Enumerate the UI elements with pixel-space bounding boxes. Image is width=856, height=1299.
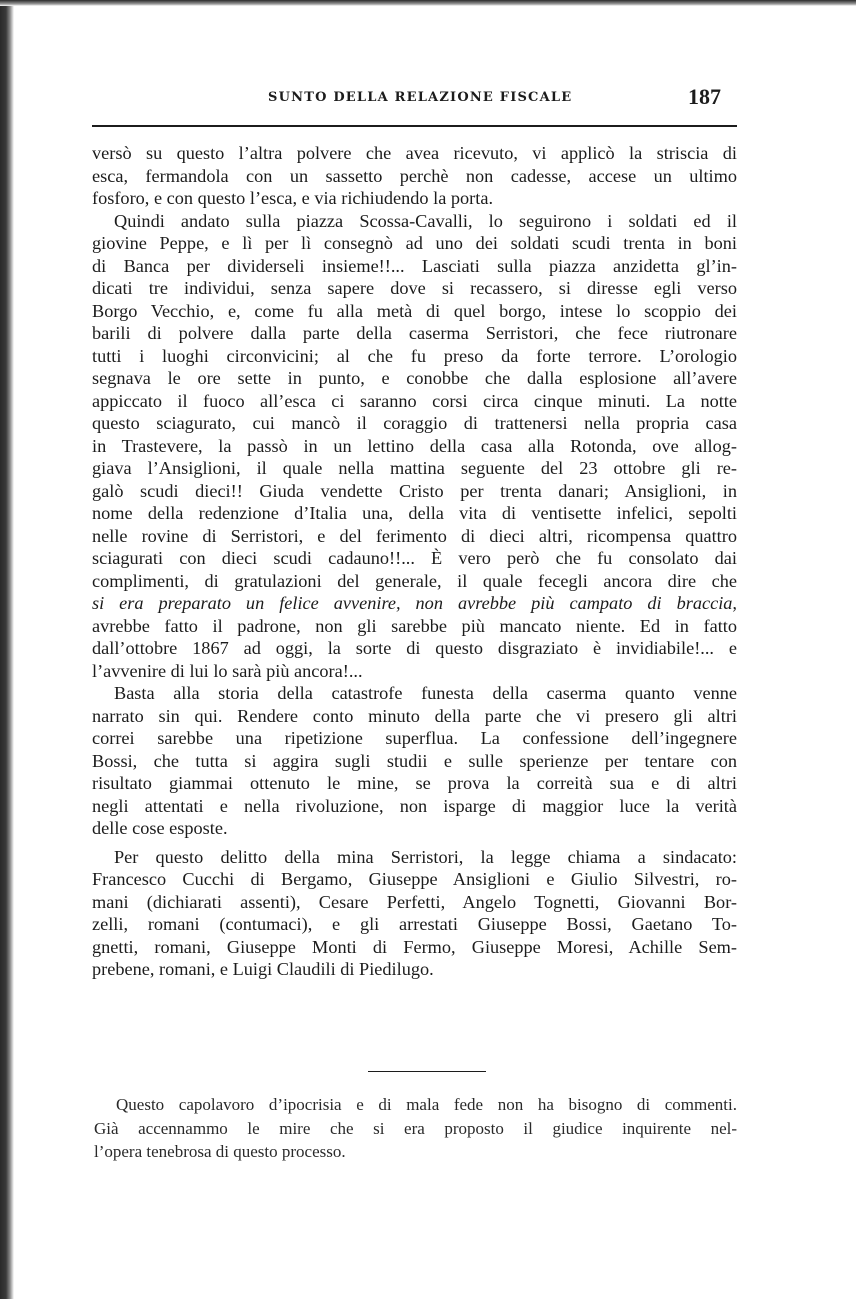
text-line: fosforo, e con questo l’esca, e via richiudendo la porta. bbox=[92, 188, 494, 208]
page-top-edge bbox=[0, 0, 856, 6]
text-line: gnetti, romani, Giuseppe Monti di Fermo, Giuseppe Moresi, Achille Sem- bbox=[92, 936, 737, 957]
text-line: tutti i luoghi circonvicini; al che fu preso da forte terrore. L’orologio bbox=[92, 345, 737, 366]
text-line: negli attentati e nella rivoluzione, non isparge di maggior luce la verità bbox=[92, 795, 737, 816]
text-line: nelle rovine di Serristori, e del ferimento di dieci altri, ricompensa quattro bbox=[92, 525, 737, 546]
text-line: zelli, romani (contumaci), e gli arrestati Giuseppe Bossi, Gaetano To- bbox=[92, 914, 737, 934]
page-header bbox=[92, 84, 737, 118]
text-line: segnava le ore sette in punto, e conobbe che dalla esplosione all’avere bbox=[92, 368, 737, 388]
text-line: barili di polvere dalla parte della caserma Serristori, che fece riutronare bbox=[92, 323, 737, 343]
text-line: di Banca per dividerseli insieme!!... Lasciati sulla piazza anzidetta gl’in- bbox=[92, 255, 737, 276]
text-line: Per questo delitto della mina Serristori, la legge chiama a sindacato: bbox=[114, 846, 737, 867]
paragraph-3 bbox=[92, 682, 737, 840]
text-line: galò scudi dieci!! Giuda vendette Cristo per trenta danari; Ansiglioni, in bbox=[92, 480, 737, 501]
text-line: dicati tre individui, senza sapere dove si recassero, si diresse egli verso bbox=[92, 278, 737, 298]
text-line: si era preparato un felice avvenire, non avrebbe più campato di braccia, bbox=[92, 593, 737, 613]
header-rule bbox=[92, 125, 737, 127]
text-line: avrebbe fatto il padrone, non gli sarebbe più mancato niente. Ed in fatto bbox=[92, 615, 737, 636]
page-number: 187 bbox=[688, 84, 721, 109]
paragraph-4 bbox=[92, 846, 737, 981]
text-line: narrato sin qui. Rendere conto minuto della parte che vi presero gli altri bbox=[92, 705, 737, 726]
text-line: nome della redenzione d’Italia una, della vita di ventisette infelici, sepolti bbox=[92, 503, 737, 523]
text-line: risultato giammai ottenuto le mine, se prova la correità sua e di altri bbox=[92, 773, 737, 793]
text-line: dall’ottobre 1867 ad oggi, la sorte di questo disgraziato è invidiabile!... e bbox=[92, 638, 737, 658]
text-line: l’avvenire di lui lo sarà più ancora!... bbox=[92, 660, 363, 681]
text-line: prebene, romani, e Luigi Claudili di Piedilugo. bbox=[92, 959, 434, 979]
page-binding-edge bbox=[0, 0, 14, 1299]
text-line: correi sarebbe una ripetizione superflua. La confessione dell’ingegnere bbox=[92, 728, 737, 748]
text-line: esca, fermandola con un sassetto perchè non cadesse, accese un ultimo bbox=[92, 165, 737, 186]
text-line: complimenti, di gratulazioni del generale, il quale fecegli ancora dire che bbox=[92, 570, 737, 591]
text-line: appiccato il fuoco all’esca ci saranno corsi circa cinque minuti. La notte bbox=[92, 390, 737, 411]
text-line: in Trastevere, la passò in un lettino della casa alla Rotonda, ove allog- bbox=[92, 435, 737, 456]
text-line: giava l’Ansiglioni, il quale nella mattina seguente del 23 ottobre gli re- bbox=[92, 458, 737, 478]
footnote-line: l’opera tenebrosa di questo processo. bbox=[94, 1142, 346, 1161]
paragraph-1 bbox=[92, 142, 737, 210]
footnote-line: Già accennammo le mire che si era proposto il giudice inquirente nel- bbox=[94, 1118, 737, 1138]
text-line: mani (dichiarati assenti), Cesare Perfetti, Angelo Tognetti, Giovanni Bor- bbox=[92, 891, 737, 912]
text-line: giovine Peppe, e lì per lì consegnò ad uno dei soldati scudi trenta in boni bbox=[92, 233, 737, 253]
text-line: Bossi, che tutta si aggira sugli studii e sulle sperienze per tentare con bbox=[92, 750, 737, 771]
paragraph-2 bbox=[92, 210, 737, 683]
text-line: versò su questo l’altra polvere che avea ricevuto, vi applicò la striscia di bbox=[92, 143, 737, 163]
text-line: questo sciagurato, cui mancò il coraggio di trattenersi nella propria casa bbox=[92, 413, 737, 433]
text-line: Borgo Vecchio, e, come fu alla metà di quel borgo, intese lo scoppio dei bbox=[92, 300, 737, 321]
text-line: Basta alla storia della catastrofe funesta della caserma quanto venne bbox=[114, 683, 737, 703]
body-text bbox=[92, 142, 737, 981]
running-title: SUNTO DELLA RELAZIONE FISCALE bbox=[268, 90, 573, 105]
footnote bbox=[94, 1093, 737, 1164]
footnote-separator bbox=[368, 1071, 486, 1072]
text-line: Quindi andato sulla piazza Scossa-Cavalli, lo seguirono i soldati ed il bbox=[114, 210, 737, 231]
text-line: sciagurati con dieci scudi cadauno!!... È vero però che fu consolato dai bbox=[92, 548, 737, 568]
text-line: delle cose esposte. bbox=[92, 818, 228, 838]
text-line: Francesco Cucchi di Bergamo, Giuseppe Ansiglioni e Giulio Silvestri, ro- bbox=[92, 869, 737, 889]
footnote-line: Questo capolavoro d’ipocrisia e di mala fede non ha bisogno di commenti. bbox=[116, 1095, 737, 1114]
